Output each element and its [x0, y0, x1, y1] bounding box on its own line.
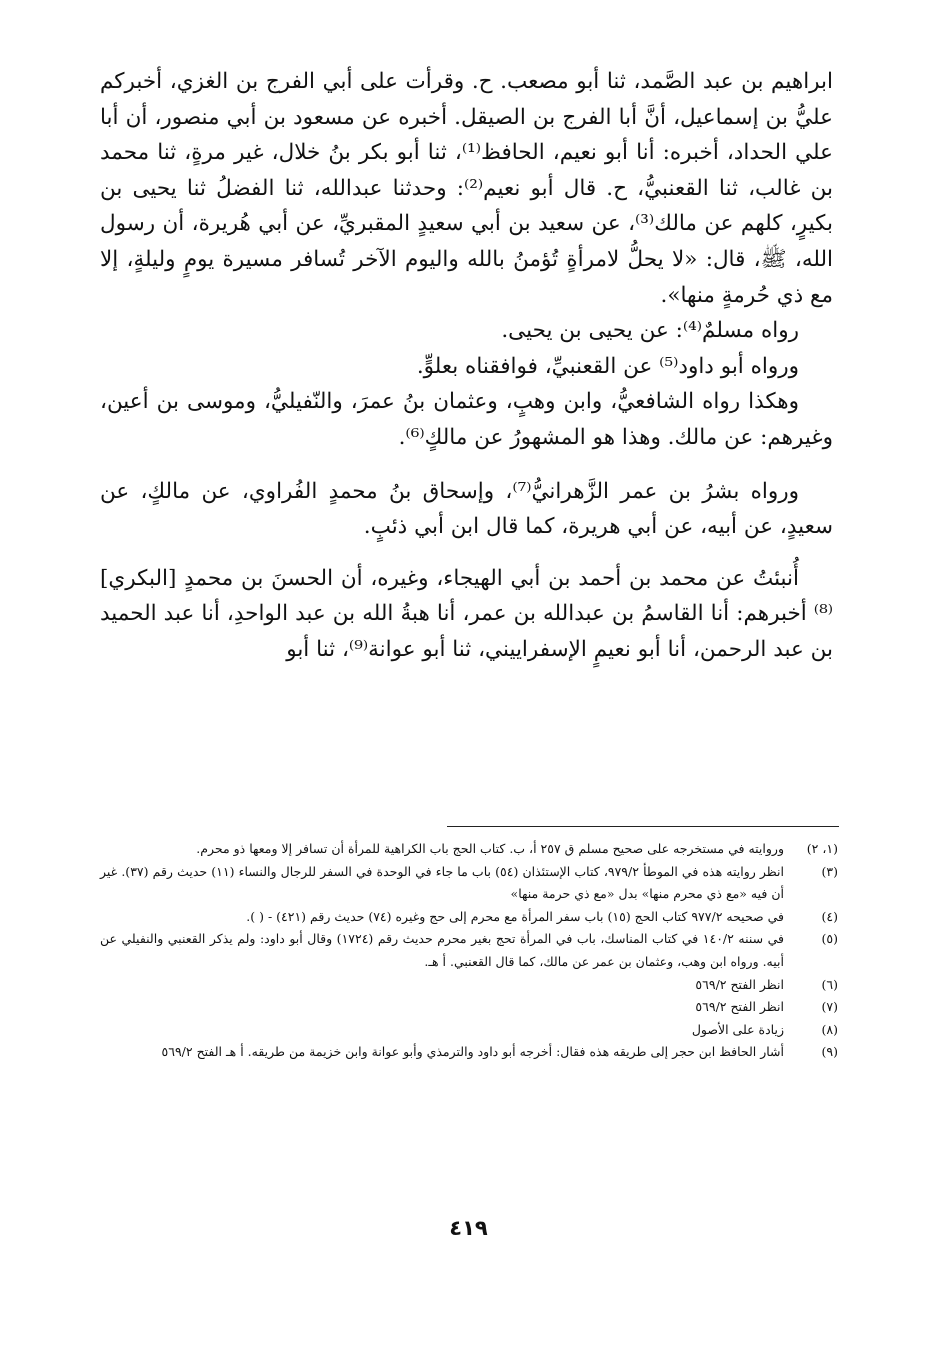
paragraph-gap: [100, 545, 833, 561]
footnote-number: (٤): [821, 908, 838, 924]
footnote: [100, 974, 838, 997]
paragraph: رواه مسلمٌ⁽⁴⁾: عن يحيى بن يحيى.: [501, 318, 799, 344]
footnote: [100, 838, 838, 861]
footnote-number: (٧): [821, 999, 838, 1015]
paragraph: ورواه أبو داود⁽⁵⁾ عن القعنبيِّ، فوافقناه بعلوٍّ.: [416, 353, 799, 379]
paragraph: وهكذا رواه الشافعيُّ، وابن وهبٍ، وعثمان بنُ عمرَ، والنّفيليُّ، وموسى بن أعين، وغيرهم: عن مالك. وهذا هو المشهورُ عن مالكٍ⁽⁶⁾.: [100, 389, 833, 450]
main-text: [100, 64, 833, 668]
footnote: [100, 1019, 838, 1042]
footnote-number: (٣): [821, 863, 838, 879]
footnote-text: وروايته في مستخرجه على صحيح مسلم ق ٢٥٧ أ، ب. كتاب الحج باب الكراهية للمرأة أن تسافر إلا ومعها ذو محرم.: [196, 841, 784, 856]
footnote-text: زيادة على الأصول: [691, 1021, 784, 1037]
footnote-number: (٦): [821, 976, 838, 992]
footnote: [100, 861, 838, 906]
footnote-text: في صحيحه ٩٧٧/٢ كتاب الحج (١٥) باب سفر المرأة مع محرم إلى حج وغيره (٧٤) حديث رقم (٤٢١) - ( ).: [246, 908, 784, 924]
footnote-text: انظر روايته هذه في الموطأ ٩٧٩/٢، كتاب الإستئذان (٥٤) باب ما جاء في الوحدة في السفر للرجال والنساء (١١) حديث رقم (٣٧). غير أن فيه «مع ذي محرم منها» بدل «مع ذي حرمة منها»: [100, 863, 785, 902]
footnote-text: أشار الحافظ ابن حجر إلى طريقه هذه فقال: أخرجه أبو داود والترمذي وأبو عوانة وابن خزيمة من طريقه. أ هـ الفتح ٥٦٩/٢: [161, 1044, 784, 1060]
footnote-text: انظر الفتح ٥٦٩/٢: [695, 976, 784, 992]
paragraph: ورواه بشرُ بن عمر الزَّهرانيُّ⁽⁷⁾، وإسحاق بنُ محمدٍ الفُراوي، عن مالكٍ، عن سعيدٍ، عن أبيه، عن أبي هريرة، كما قال ابن أبي ذئبٍ.: [100, 478, 833, 540]
paragraph: أُنبئتُ عن محمد بن أحمد بن أبي الهيجاء، وغيره، أن الحسنَ بن محمدٍ [البكري]⁽⁸⁾ أخبرهم: أنا القاسمُ بن عبدالله بن عمر، أنا هبةُ الله بن عبد الواحدِ، أنا عبد الحميد بن عبد الرحمن، أنا أبو نعيمٍ الإسفراييني، ثنا أبو عوانة⁽⁹⁾، ثنا أبو: [100, 565, 833, 662]
footnote: [100, 1041, 838, 1064]
paragraph: ابراهيم بن عبد الصَّمد، ثنا أبو مصعب. ح. وقرأت على أبي الفرج بن الغزي، أخبركم عليُّ بن إسماعيل، أنَّ أبا الفرج بن الصيقل. أخبره عن مسعود بن أبي منصور، أن أبا علي الحداد، أخبره: أنا أبو نعيم، الحافظ⁽¹⁾، ثنا أبو بكر بنُ خلال، غير مرةٍ، ثنا محمد بن غالب، ثنا القعنبيُّ، ح. قال أبو نعيم⁽²⁾: وحدثنا عبدالله، ثنا الفضلُ ثنا يحيى بن بكيرٍ، كلهم عن مالك⁽³⁾، عن سعيد بن أبي سعيدٍ المقبريِّ، عن أبي هُريرة، أن رسول الله، ﷺ، قال: «لا يحلُّ لامرأةٍ تُؤمنُ بالله واليوم الآخر تُسافر مسيرة يومٍ وليلةٍ، إلا مع ذي حُرمةٍ منها».: [100, 69, 833, 308]
footnote: [100, 906, 838, 929]
footnote-text: في سننه ١٤٠/٢ في كتاب المناسك، باب في المرأة تحج بغير محرم حديث رقم (١٧٢٤) وقال أبو داود: ولم يذكر القعنبي والنفيلي عن أبيه. ورواه ابن وهب، وعثمان بن عمر عن مالك، كما قال القعنبي. أ هـ.: [100, 931, 785, 969]
footnote-number: (٩): [821, 1044, 838, 1060]
paragraph-gap: [100, 456, 833, 474]
footnote-text: انظر الفتح ٥٦٩/٢: [695, 999, 784, 1015]
footnote: [100, 928, 838, 973]
footnote-number: (١، ٢): [806, 841, 838, 856]
footnotes: [100, 838, 838, 1064]
footnote: [100, 996, 838, 1019]
footnote-divider: [447, 826, 839, 827]
footnote-number: (٥): [821, 931, 838, 947]
page-number: ٤١٩: [449, 1216, 488, 1240]
footnote-number: (٨): [821, 1021, 838, 1037]
